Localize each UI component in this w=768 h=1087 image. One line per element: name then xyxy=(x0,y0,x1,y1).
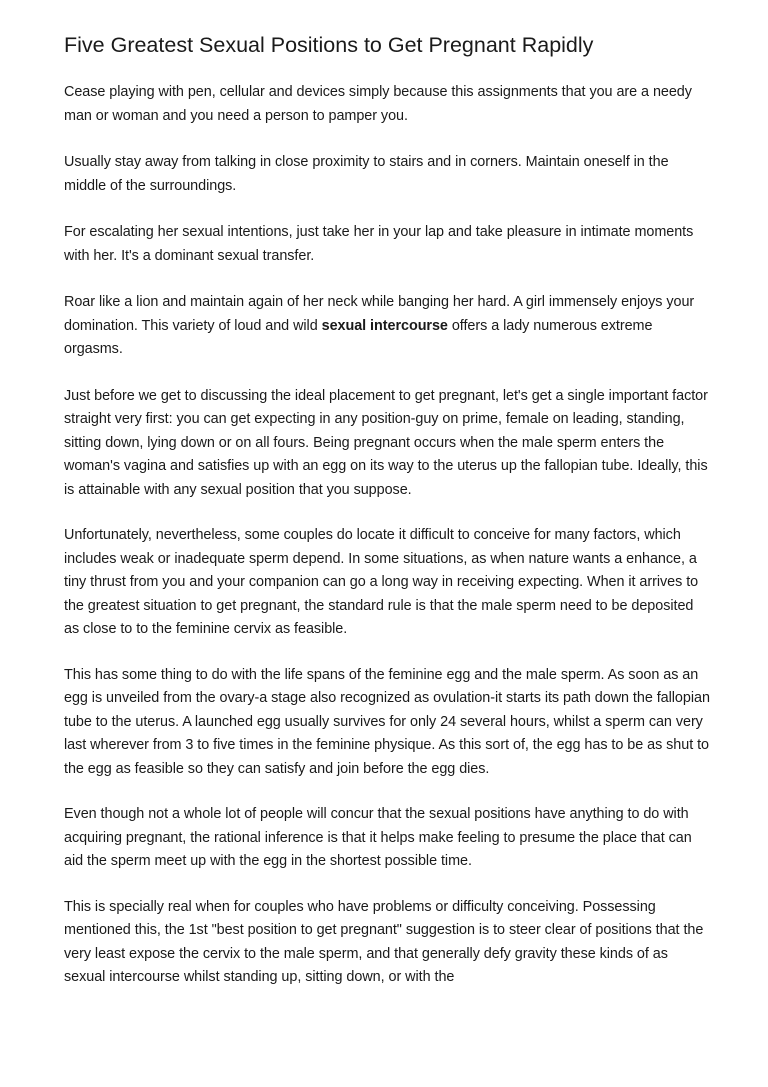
sexual-intercourse-link[interactable]: sexual intercourse xyxy=(321,317,448,334)
document-page xyxy=(64,31,710,990)
paragraph-6: Unfortunately, nevertheless, some couples do locate it difficult to conceive for many factors, which includes weak or inadequate sperm depend. In some situations, as when nature wants a enhance, a tiny thrust from you and your companion can go a long way in receiving expecting. When it arrives to the greatest situation to get pregnant, the standard rule is that the male sperm need to be deposited as close to to the feminine cervix as feasible. xyxy=(64,527,699,637)
paragraph-2: Usually stay away from talking in close proximity to stairs and in corners. Maintain oneself in the middle of the surroundings. xyxy=(64,154,669,194)
paragraph-5: Just before we get to discussing the ideal placement to get pregnant, let's get a single important factor straight very first: you can get expecting in any position-guy on prime, female on leading, standing, sitting down, lying down or on all fours. Being pregnant occurs when the male sperm enters the woman's vagina and satisfies up with an egg on its way to the uterus up the fallopian tube. Ideally, this is attainable with any sexual position that you suppose. xyxy=(64,387,708,498)
paragraph-9: This is specially real when for couples who have problems or difficulty conceiving. Possessing mentioned this, the 1st "best position to get pregnant" suggestion is to steer clear of positions that the very least expose the cervix to the male sperm, and that generally defy gravity these kinds of as sexual intercourse whilst standing up, sitting down, or with the xyxy=(64,898,704,985)
paragraph-4-text-after: offers a lady numerous extreme orgasms. xyxy=(64,317,653,357)
document-title: Five Greatest Sexual Positions to Get Pregnant Rapidly xyxy=(64,33,594,57)
paragraph-8: Even though not a whole lot of people will concur that the sexual positions have anything to do with acquiring pregnant, the rational inference is that it helps make feeling to presume the place that can aid the sperm meet up with the egg in the shortest possible time. xyxy=(64,806,692,869)
paragraph-4 xyxy=(64,291,710,362)
paragraph-7: This has some thing to do with the life spans of the feminine egg and the male sperm. As soon as an egg is unveiled from the ovary-a stage also recognized as ovulation-it starts its path down the fallopian tube to the uterus. A launched egg usually survives for only 24 several hours, whilst a sperm can very last wherever from 3 to five times in the feminine physique. As this sort of, the egg has to be as shut to the egg as feasible so they can satisfy and join before the egg dies. xyxy=(64,666,710,777)
paragraph-3: For escalating her sexual intentions, just take her in your lap and take pleasure in intimate moments with her. It's a dominant sexual transfer. xyxy=(64,224,694,264)
paragraph-4-text-before: Roar like a lion and maintain again of her neck while banging her hard. A girl immensely enjoys your domination. This variety of loud and wild xyxy=(64,294,695,334)
paragraph-1: Cease playing with pen, cellular and devices simply because this assignments that you are a needy man or woman and you need a person to pamper you. xyxy=(64,84,692,124)
